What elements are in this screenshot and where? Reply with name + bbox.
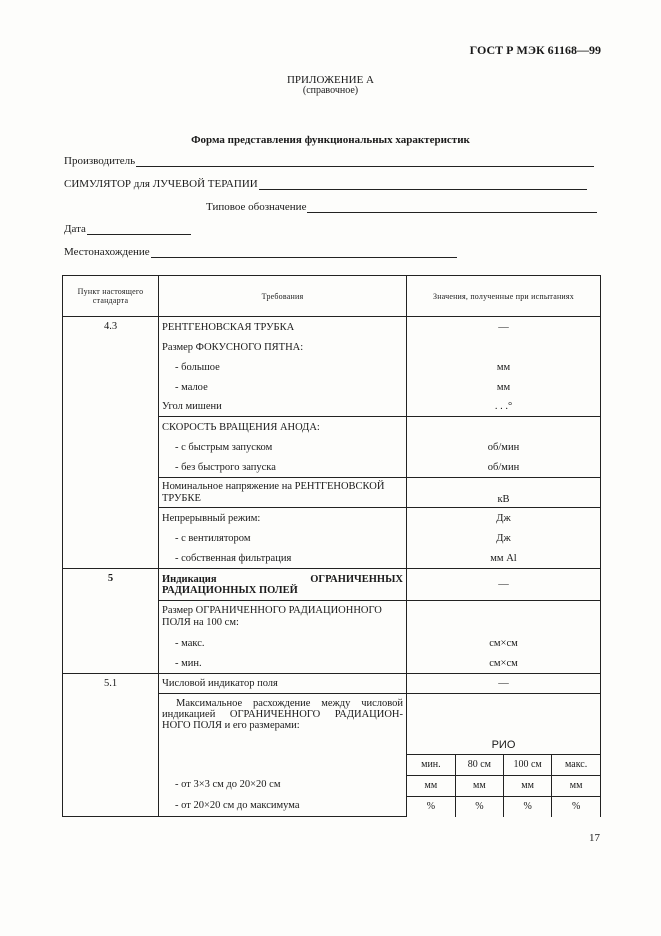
- rio-value-cell[interactable]: мм: [552, 775, 600, 796]
- value-cell[interactable]: см×см: [407, 633, 601, 654]
- value-cell[interactable]: —: [407, 674, 601, 694]
- value-cell[interactable]: см×см: [407, 654, 601, 674]
- requirement-cell: - мин.: [159, 654, 407, 674]
- form-title: Форма представления функциональных характеристик: [191, 134, 470, 146]
- requirement-cell: - большое: [159, 358, 407, 378]
- value-cell[interactable]: об/мин: [407, 438, 601, 458]
- value-cell[interactable]: Дж: [407, 508, 601, 529]
- field-label: Дата: [64, 223, 86, 235]
- table-header-row: [63, 276, 601, 317]
- requirement-cell: - макс.: [159, 633, 407, 654]
- rio-column-header: 100 см: [504, 754, 552, 775]
- value-cell[interactable]: [407, 417, 601, 438]
- field-label: Производитель: [64, 155, 136, 167]
- field-simulator: [64, 178, 587, 190]
- value-cell[interactable]: —: [407, 317, 601, 338]
- fill-line[interactable]: [87, 224, 191, 235]
- requirement-cell: Размер ОГРАНИЧЕННОГО РАДИАЦИОННОГО ПОЛЯ на 100 см:: [159, 601, 407, 633]
- value-cell[interactable]: [407, 338, 601, 358]
- rio-column-header: макс.: [552, 754, 600, 775]
- requirement-cell: Числовой индикатор поля: [159, 674, 407, 694]
- value-cell[interactable]: об/мин: [407, 458, 601, 478]
- rio-title: РИО: [491, 738, 516, 751]
- value-cell[interactable]: мм Al: [407, 549, 601, 569]
- value-cell[interactable]: Дж: [407, 529, 601, 549]
- header-values: Значения, полученные при испытаниях: [407, 276, 601, 317]
- table-row: [63, 674, 601, 694]
- requirement-cell: Размер ФОКУСНОГО ПЯТНА:: [159, 338, 407, 358]
- requirement-cell: Номинальное напряжение на РЕНТГЕНОВСКОЙ ТРУБКЕ: [159, 478, 407, 508]
- requirement-cell: - от 3×3 см до 20×20 см: [159, 774, 407, 795]
- rio-column-header: 80 см: [455, 754, 503, 775]
- requirement-cell: - малое: [159, 378, 407, 398]
- header-clause: Пункт настоящего стандарта: [63, 276, 159, 317]
- field-label: Типовое обозначение: [206, 201, 307, 213]
- value-cell[interactable]: кВ: [407, 478, 601, 508]
- fill-line[interactable]: [259, 179, 587, 190]
- rio-cell: [407, 694, 601, 817]
- clause-number: 5.1: [63, 674, 159, 817]
- field-type-designation: [206, 201, 597, 213]
- requirement-cell: Индикация ОГРАНИЧЕННЫХ РАДИАЦИОННЫХ ПОЛЕЙ: [159, 569, 407, 601]
- rio-value-cell[interactable]: мм: [407, 775, 455, 796]
- requirement-cell: - от 20×20 см до максимума: [159, 795, 407, 816]
- requirement-cell: - без быстрого запуска: [159, 458, 407, 478]
- requirement-cell: - с быстрым запуском: [159, 438, 407, 458]
- appendix-subtitle: (справочное): [302, 85, 359, 96]
- rio-table: [407, 694, 600, 817]
- standard-number: ГОСТ Р МЭК 61168—99: [469, 43, 601, 57]
- table-row: [63, 569, 601, 601]
- value-cell[interactable]: мм: [407, 378, 601, 398]
- rio-value-cell[interactable]: %: [504, 796, 552, 817]
- field-label: Местонахождение: [64, 246, 150, 258]
- field-location: [64, 246, 457, 258]
- fill-line[interactable]: [307, 202, 597, 213]
- requirement-cell: РЕНТГЕНОВСКАЯ ТРУБКА: [159, 317, 407, 338]
- requirement-cell: СКОРОСТЬ ВРАЩЕНИЯ АНОДА:: [159, 417, 407, 438]
- clause-number: 5: [63, 569, 159, 674]
- requirement-cell: Максимальное расхождение между числовой индикацией ОГРАНИЧЕННОГО РАДИАЦИОН-НОГО ПОЛЯ и его размерами:: [159, 694, 407, 775]
- page-number: 17: [589, 832, 600, 844]
- value-cell[interactable]: . . .°: [407, 398, 601, 417]
- value-cell[interactable]: мм: [407, 358, 601, 378]
- table-row: [63, 317, 601, 338]
- field-date: [64, 223, 191, 235]
- header-requirement: Требования: [159, 276, 407, 317]
- requirement-cell: - с вентилятором: [159, 529, 407, 549]
- rio-value-cell[interactable]: %: [407, 796, 455, 817]
- appendix-title: ПРИЛОЖЕНИЕ А: [286, 74, 374, 86]
- rio-value-cell[interactable]: мм: [455, 775, 503, 796]
- rio-column-header: мин.: [407, 754, 455, 775]
- requirement-cell: - собственная фильтрация: [159, 549, 407, 569]
- requirement-cell: Непрерывный режим:: [159, 508, 407, 529]
- value-cell[interactable]: —: [407, 569, 601, 601]
- rio-value-cell[interactable]: %: [455, 796, 503, 817]
- field-label: СИМУЛЯТОР для ЛУЧЕВОЙ ТЕРАПИИ: [64, 178, 258, 190]
- fill-line[interactable]: [136, 156, 594, 167]
- clause-number: 4.3: [63, 317, 159, 569]
- requirement-cell: Угол мишени: [159, 398, 407, 417]
- field-manufacturer: [64, 155, 594, 167]
- value-cell[interactable]: [407, 601, 601, 633]
- characteristics-table: [62, 275, 601, 817]
- rio-value-cell[interactable]: %: [552, 796, 600, 817]
- rio-value-cell[interactable]: мм: [504, 775, 552, 796]
- fill-line[interactable]: [151, 247, 457, 258]
